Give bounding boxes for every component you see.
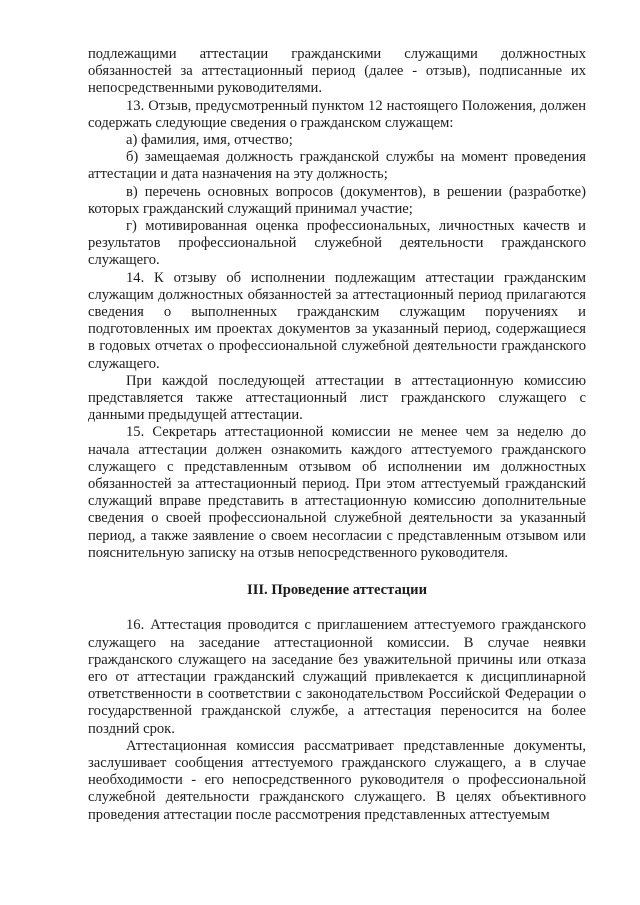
paragraph-16: 16. Аттестация проводится с приглашением аттестуемого гражданского служащего на заседание аттестационной комиссии. В случае неявки гражданского служащего на заседание без уважительной причины или отказа его от аттестации гражданский служащий привлекается к дисциплинарной ответственности в соответствии с законодательством Российской Федерации о государственной гражданской службе, а аттестация переносится на более поздний срок. (88, 617, 586, 737)
list-item-13b: б) замещаемая должность гражданской службы на момент проведения аттестации и дата назначения на эту должность; (88, 149, 586, 183)
document-page (88, 46, 586, 824)
list-item-13d: г) мотивированная оценка профессиональных, личностных качеств и результатов профессиональной служебной деятельности гражданского служащего. (88, 218, 586, 269)
paragraph-14-continuation: При каждой последующей аттестации в аттестационную комиссию представляется также аттестационный лист гражданского служащего с данными предыдущей аттестации. (88, 372, 586, 424)
paragraph-15: 15. Секретарь аттестационной комиссии не менее чем за неделю до начала аттестации должен ознакомить каждого аттестуемого гражданского служащего с представленным отзывом об исполнении им должностных обязанностей за аттестационный период. При этом аттестуемый гражданский служащий вправе представить в аттестационную комиссию дополнительные сведения о своей профессиональной служебной деятельности за указанный период, а также заявление о своем несогласии с представленным отзывом или пояснительную записку на отзыв непосредственного руководителя. (88, 424, 586, 561)
list-item-13a: а) фамилия, имя, отчество; (126, 132, 293, 149)
paragraph-intro-continuation: подлежащими аттестации гражданскими служащими должностных обязанностей за аттестационный период (далее - отзыв), подписанные их непосредственными руководителями. (88, 46, 586, 97)
list-item-13c: в) перечень основных вопросов (документов), в решении (разработке) которых гражданский служащий принимал участие; (88, 183, 586, 217)
paragraph-13: 13. Отзыв, предусмотренный пунктом 12 настоящего Положения, должен содержать следующие сведения о гражданском служащем: (88, 97, 586, 131)
paragraph-14: 14. К отзыву об исполнении подлежащим аттестации гражданским служащим должностных обязанностей за аттестационный период прилагаются сведения о выполненных гражданским служащим поручениях и подготовленных им проектах документов за указанный период, содержащиеся в годовых отчетах о профессиональной служебной деятельности гражданского служащего. (88, 269, 586, 372)
section-heading: III. Проведение аттестации (247, 582, 427, 599)
paragraph-16-continuation: Аттестационная комиссия рассматривает представленные документы, заслушивает сообщения аттестуемого гражданского служащего, а в случае необходимости - его непосредственного руководителя о профессиональной служебной деятельности гражданского служащего. В целях объективного проведения аттестации после рассмотрения представленных аттестуемым (88, 737, 586, 823)
